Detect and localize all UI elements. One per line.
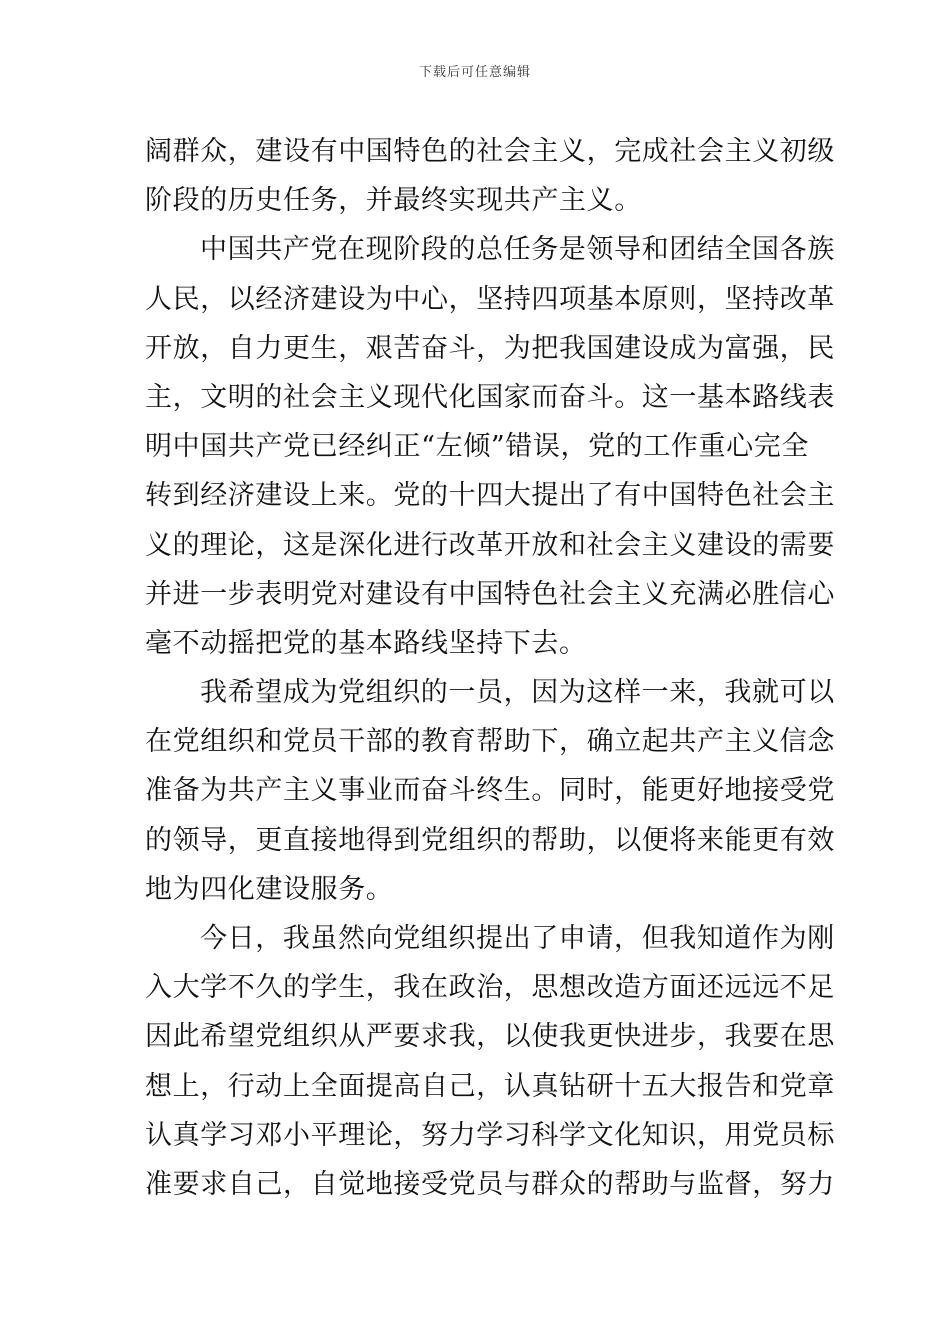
text-line: 明中国共产党已经纠正“左倾”错误，党的工作重心完全	[145, 431, 809, 463]
text-line: 阔群众，建设有中国特色的社会主义，完成社会主义初级	[145, 136, 835, 167]
text-line: 今日，我虽然向党组织提出了申请，但我知道作为刚	[200, 923, 835, 954]
paragraph-3	[145, 668, 835, 914]
text-line: 中国共产党在现阶段的总任务是领导和团结全国各族	[200, 234, 835, 266]
text-line: 开放，自力更生，艰苦奋斗，为把我国建设成为富强，民	[145, 332, 835, 364]
text-line: 入大学不久的学生，我在政治，思想改造方面还远远不足	[145, 972, 835, 1004]
text-line: 准备为共产主义事业而奋斗终生。同时，能更好地接受党	[145, 775, 835, 807]
document-body	[145, 127, 835, 1209]
text-line: 准要求自己，自觉地接受党员与群众的帮助与监督，努力	[145, 1168, 835, 1200]
text-line: 转到经济建设上来。党的十四大提出了有中国特色社会主	[145, 480, 835, 512]
paragraph-4	[145, 914, 835, 1209]
text-line: 认真学习邓小平理论，努力学习科学文化知识，用党员标	[145, 1119, 835, 1151]
text-line: 人民，以经济建设为中心，坚持四项基本原则，坚持改革	[145, 283, 835, 315]
text-line: 的领导，更直接地得到党组织的帮助，以便将来能更有效	[145, 824, 835, 856]
paragraph-1	[145, 127, 835, 225]
text-line: 地为四化建设服务。	[145, 873, 394, 905]
text-line: 主，文明的社会主义现代化国家而奋斗。这一基本路线表	[145, 381, 835, 413]
text-line: 因此希望党组织从严要求我，以使我更快进步，我要在思	[145, 1021, 835, 1053]
text-line: 我希望成为党组织的一员，因为这样一来，我就可以	[200, 677, 835, 709]
text-line: 想上，行动上全面提高自己，认真钻研十五大报告和党章	[145, 1070, 835, 1102]
text-line: 并进一步表明党对建设有中国特色社会主义充满必胜信心	[145, 578, 835, 610]
text-line: 阶段的历史任务，并最终实现共产主义。	[145, 185, 642, 217]
text-line: 毫不动摇把党的基本路线坚持下去。	[145, 627, 587, 659]
paragraph-2	[145, 225, 835, 668]
text-line: 在党组织和党员干部的教育帮助下，确立起共产主义信念	[145, 726, 835, 758]
text-line: 义的理论，这是深化进行改革开放和社会主义建设的需要	[145, 529, 835, 561]
page-header-note: 下载后可任意编辑	[418, 65, 531, 80]
